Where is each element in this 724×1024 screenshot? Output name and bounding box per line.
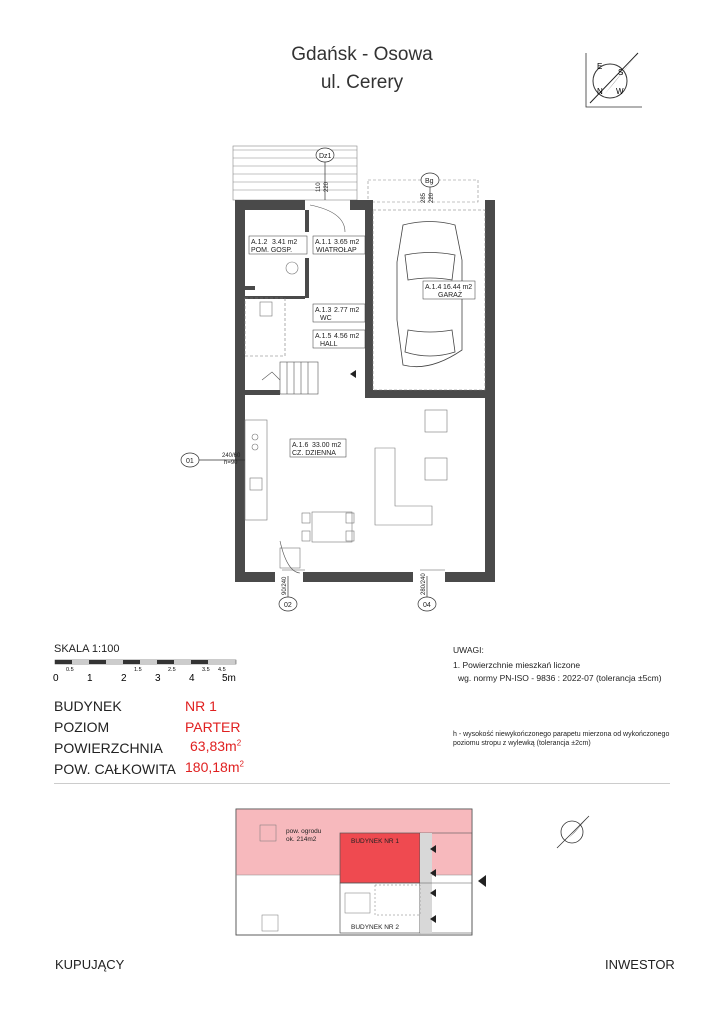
scale-1: 1 (87, 673, 93, 684)
building-1-label: BUDYNEK NR 1 (351, 838, 400, 845)
room-a16-code: A.1.6 (292, 442, 309, 449)
garden-area: ok. 214m2 (286, 836, 317, 843)
scale-minor-35: 3.5 (202, 667, 210, 673)
city-title: Gdańsk - Osowa (291, 44, 433, 65)
door-dz1-width: 110 (316, 182, 322, 192)
window-01-tag: 01 (186, 458, 194, 465)
level-value: PARTER (185, 719, 241, 735)
room-a12-name: POM. GOSP. (251, 247, 293, 254)
door-bg-width: 285 (421, 192, 427, 203)
area-label: POWIERZCHNIA (54, 740, 163, 756)
compass-e: E (597, 62, 603, 71)
room-a13-name: WC (320, 315, 332, 322)
street-title: ul. Cerery (320, 72, 404, 93)
building-value: NR 1 (185, 698, 217, 714)
note-h-line-2: poziomu stropu z wylewką (tolerancja ±2cm) (453, 740, 591, 747)
window-02-dims: 90/240 (282, 576, 288, 595)
notes-title: UWAGI: (453, 645, 484, 655)
building-2-label: BUDYNEK NR 2 (351, 924, 400, 931)
room-a12-area: 3.41 m2 (272, 239, 298, 246)
room-a11-name: WIATROŁAP (316, 247, 357, 254)
total-area-value: $180,18m^2$ (185, 759, 244, 775)
area-value: $63,83m^2$ (190, 738, 242, 754)
door-dz1-tag: Dz1 (319, 153, 332, 160)
room-a14-name: GARAŻ (438, 292, 463, 299)
investor-label: INWESTOR (605, 957, 675, 972)
floor-plan (0, 130, 724, 620)
note-1-line-2: wg. normy PN-ISO - 9836 : 2022-07 (tolerancja ±5cm) (458, 673, 662, 683)
scale-minor-45: 4.5 (218, 667, 226, 673)
north-arrow-icon (580, 45, 646, 111)
window-01-dims: 240/60 (222, 453, 241, 459)
garden-label: pow. ogrodu (286, 828, 322, 835)
site-plan (230, 805, 500, 940)
scale-4: 4 (189, 673, 195, 684)
scale-0: 0 (53, 673, 59, 684)
door-bg-tag: Bg (425, 178, 434, 185)
window-01-h: h=90 (224, 460, 238, 466)
door-bg-height: 220 (429, 192, 435, 203)
scale-2: 2 (121, 673, 127, 684)
room-a11-code: A.1.1 (315, 239, 332, 246)
note-1-line-1: 1. Powierzchnie mieszkań liczone (453, 660, 581, 670)
scale-3: 3 (155, 673, 161, 684)
site-north-arrow-icon (553, 812, 593, 852)
room-a14-area: 16.44 m2 (443, 284, 473, 291)
scale-bar (50, 656, 250, 684)
compass-s: S (618, 68, 624, 77)
room-a14-code: A.1.4 (425, 284, 442, 291)
room-a15-area: 4.56 m2 (334, 333, 360, 340)
compass-n: N (597, 87, 603, 96)
room-a15-name: HALL (320, 341, 338, 348)
scale-minor-15: 1.5 (134, 667, 142, 673)
room-a12-code: A.1.2 (251, 239, 268, 246)
scale-5m: 5m (222, 673, 236, 684)
door-dz1-height: 220 (324, 181, 330, 192)
room-a13-code: A.1.3 (315, 307, 332, 314)
building-label: BUDYNEK (54, 698, 122, 714)
level-label: POZIOM (54, 719, 110, 735)
buyer-label: KUPUJĄCY (55, 957, 125, 972)
room-a16-name: CZ. DZIENNA (292, 450, 336, 457)
window-02-tag: 02 (284, 602, 292, 609)
compass-w: W (616, 87, 624, 96)
room-a11-area: 3.65 m2 (334, 239, 360, 246)
window-04-dims: 280/240 (421, 573, 427, 595)
total-area-label: POW. CAŁKOWITA (54, 761, 176, 777)
room-a16-area: 33.00 m2 (312, 442, 342, 449)
note-h-line-1: h - wysokość niewykończonego parapetu mierzona od wykończonego (453, 731, 670, 738)
window-04-tag: 04 (423, 602, 431, 609)
scale-minor-05: 0.5 (66, 667, 74, 673)
scale-title: SKALA 1:100 (54, 643, 120, 655)
room-a13-area: 2.77 m2 (334, 307, 360, 314)
scale-minor-25: 2.5 (168, 667, 176, 673)
room-a15-code: A.1.5 (315, 333, 332, 340)
divider (54, 783, 670, 784)
